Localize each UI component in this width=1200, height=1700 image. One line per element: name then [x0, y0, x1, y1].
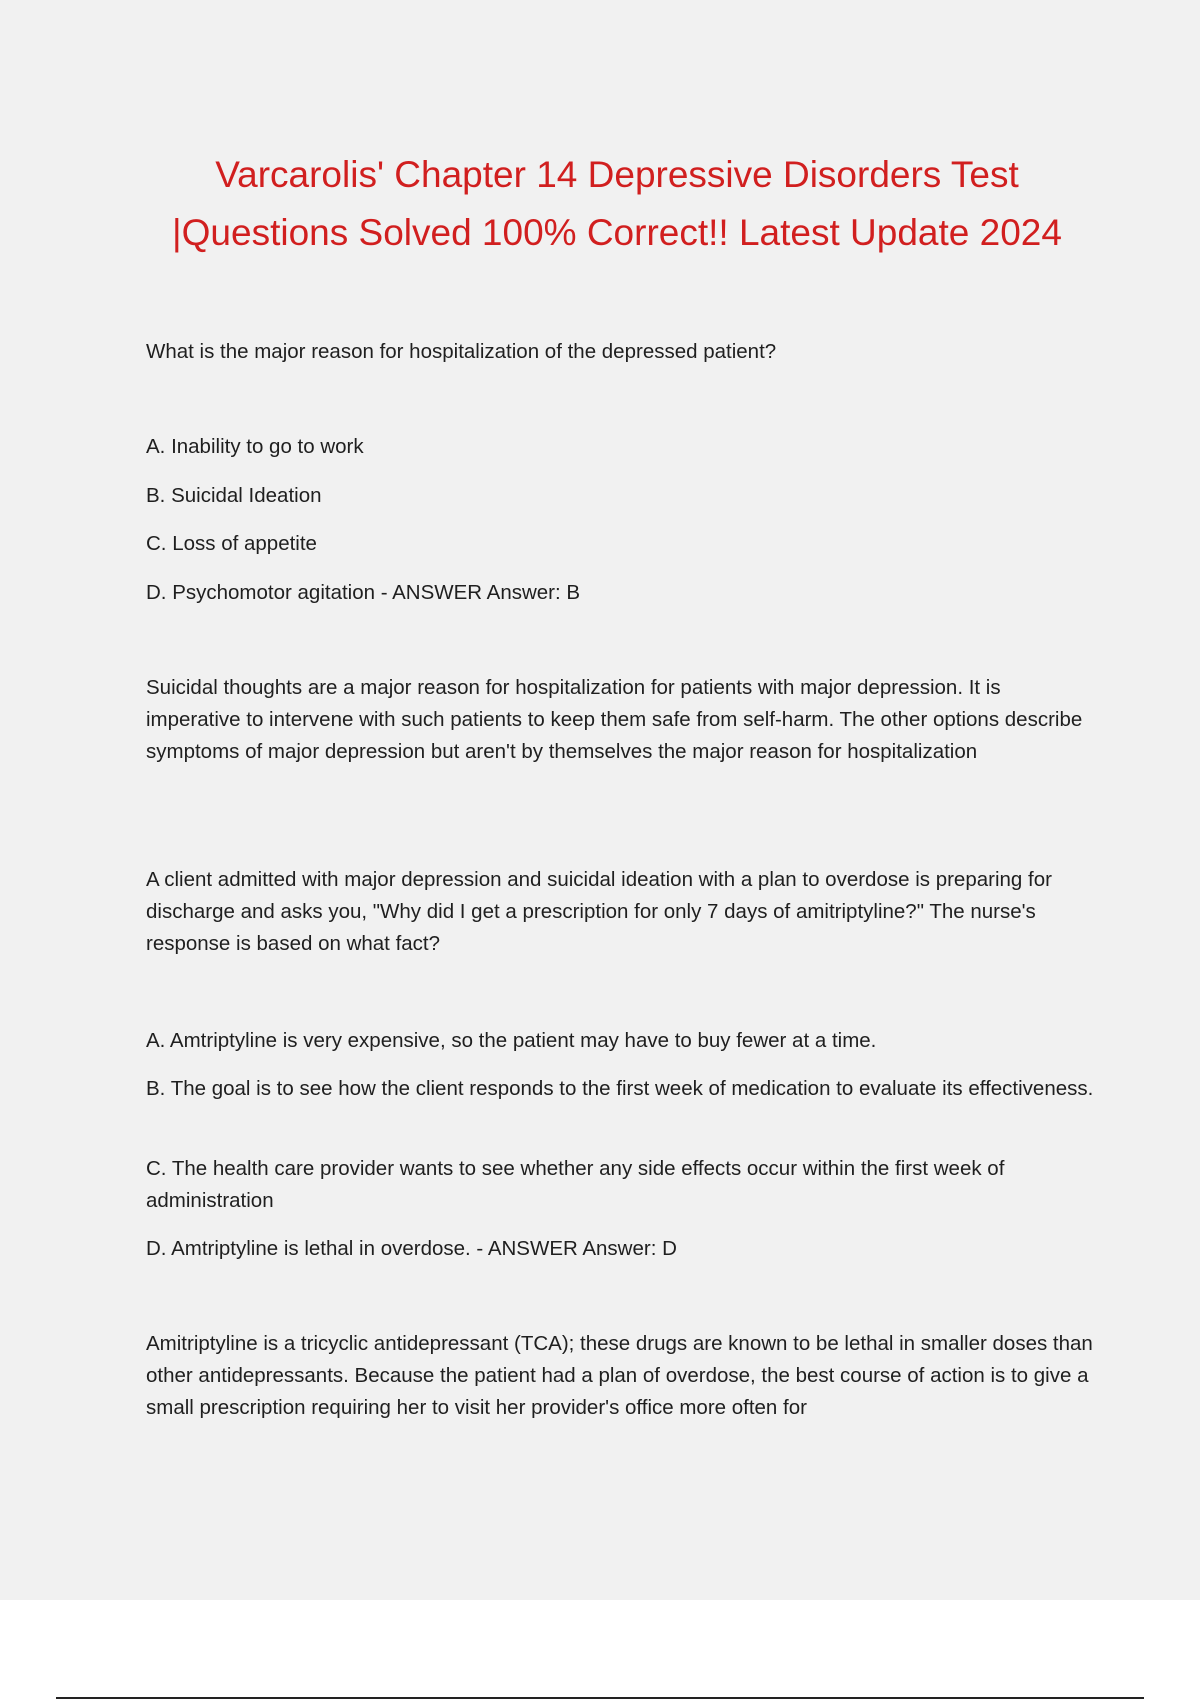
question-2-option-d-answer: D. Amtriptyline is lethal in overdose. - ANSWER Answer: D: [146, 1237, 677, 1260]
document-title: Varcarolis' Chapter 14 Depressive Disorders Test |Questions Solved 100% Correct!! Latest Update 2024: [172, 154, 1062, 253]
question-1-text: What is the major reason for hospitalization of the depressed patient?: [146, 340, 777, 363]
question-2-rationale: Amitriptyline is a tricyclic antidepressant (TCA); these drugs are known to be lethal in smaller doses than other antidepressants. Because the patient had a plan of overdose, the best course of action is to give a small prescription requiring her to visit her provider's office more often for: [146, 1332, 1093, 1419]
question-1-rationale: Suicidal thoughts are a major reason for hospitalization for patients with major depression. It is imperative to intervene with such patients to keep them safe from self-harm. The other options describe symptoms of major depression but aren't by themselves the major reason for hospitalization: [146, 676, 1083, 763]
question-2-option-a: A. Amtriptyline is very expensive, so the patient may have to buy fewer at a time.: [146, 1029, 877, 1052]
question-2-option-b: B. The goal is to see how the client responds to the first week of medication to evaluate its effectiveness.: [146, 1077, 1094, 1100]
bottom-divider: [56, 1697, 1144, 1699]
question-1-option-b: B. Suicidal Ideation: [146, 484, 322, 507]
question-1-option-d-answer: D. Psychomotor agitation - ANSWER Answer: B: [146, 581, 581, 604]
question-1-option-a: A. Inability to go to work: [146, 435, 364, 458]
question-2-option-c: C. The health care provider wants to see whether any side effects occur within the first week of administration: [146, 1157, 1005, 1212]
question-1-option-c: C. Loss of appetite: [146, 532, 317, 555]
question-2-text: A client admitted with major depression and suicidal ideation with a plan to overdose is preparing for discharge and asks you, "Why did I get a prescription for only 7 days of amitriptyline?" The nurse's response is based on what fact?: [146, 868, 1052, 955]
